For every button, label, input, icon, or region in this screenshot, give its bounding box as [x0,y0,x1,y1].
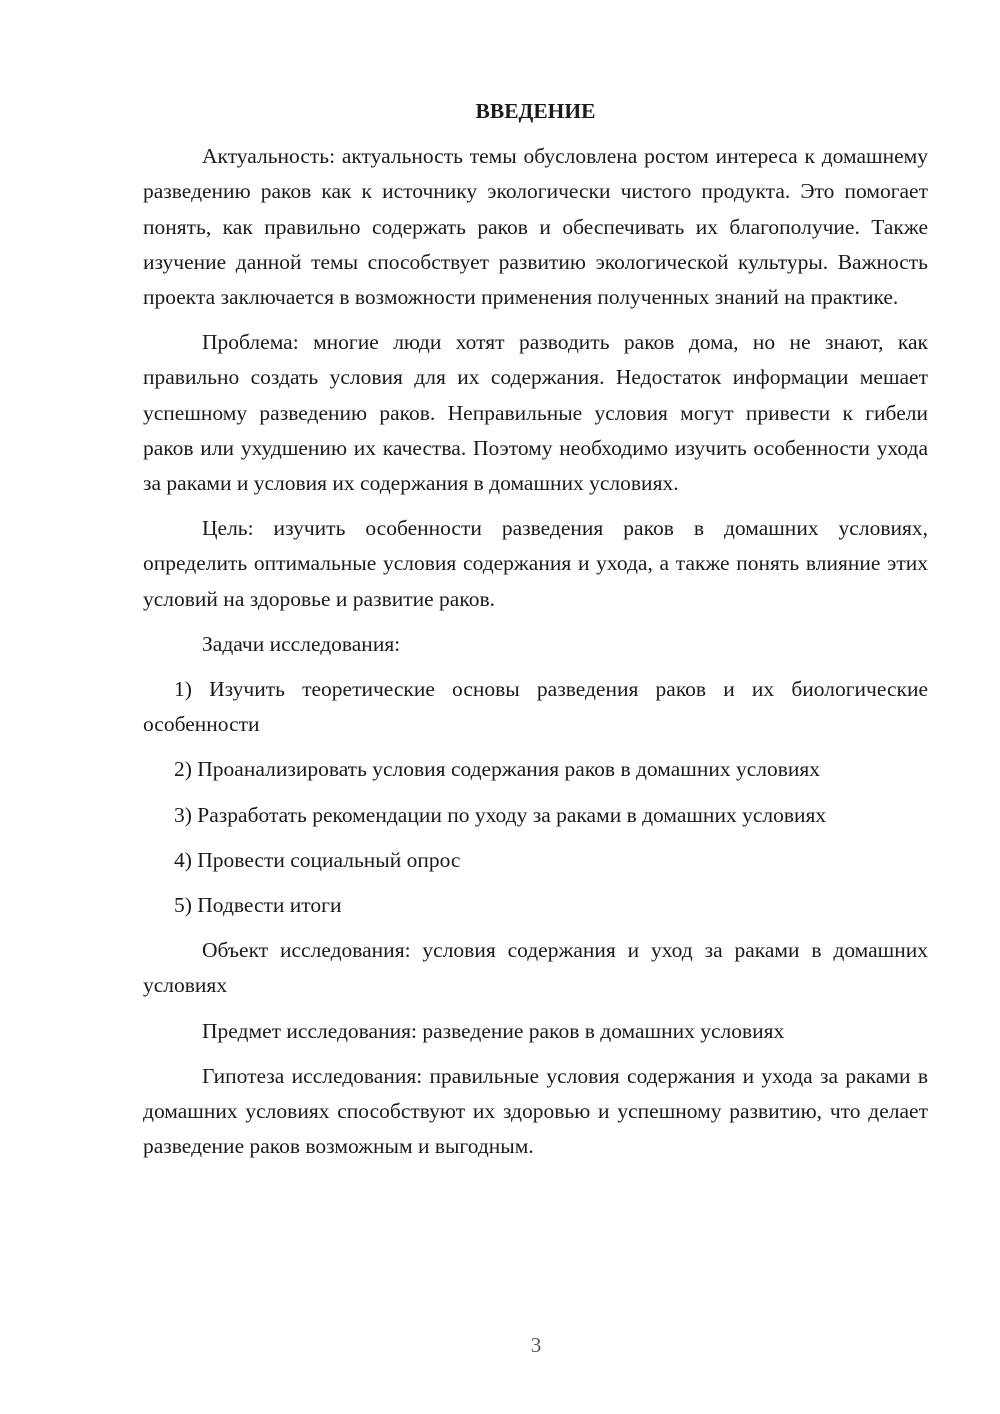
task-item-1: 1) Изучить теоретические основы разведения раков и их биологические особенности [143,677,928,737]
tasks-heading: Задачи исследования: [202,631,401,656]
task-item-2: 2) Проанализировать условия содержания раков в домашних условиях [174,757,821,782]
task-item-4: 4) Провести социальный опрос [174,847,461,872]
document-body [143,94,928,1174]
task-item-5: 5) Подвести итоги [174,893,342,918]
paragraph-hypothesis: Гипотеза исследования: правильные условия содержания и ухода за раками в домашних условиях способствуют их здоровью и успешному развитию, что делает разведение раков возможным и выгодным. [143,1063,928,1159]
page-title: ВВЕДЕНИЕ [475,99,596,123]
page-number: 3 [530,1333,542,1357]
paragraph-subject: Предмет исследования: разведение раков в домашних условиях [202,1018,785,1043]
paragraph-relevance: Актуальность: актуальность темы обусловлена ростом интереса к домашнему разведению раков как к источнику экологически чистого продукта. Это помогает понять, как правильно содержать раков и обеспечивать их благополучие. Также изучение данной темы способствует развитию экологической культуры. Важность проекта заключается в возможности применения полученных знаний на практике. [143,144,928,310]
paragraph-object: Объект исследования: условия содержания и уход за раками в домашних условиях [143,938,928,998]
paragraph-goal: Цель: изучить особенности разведения раков в домашних условиях, определить оптимальные условия содержания и ухода, а также понять влияние этих условий на здоровье и развитие раков. [143,516,928,611]
task-item-3: 3) Разработать рекомендации по уходу за раками в домашних условиях [174,802,827,827]
paragraph-problem: Проблема: многие люди хотят разводить раков дома, но не знают, как правильно создать условия для их содержания. Недостаток информации мешает успешному разведению раков. Неправильные условия могут привести к гибели раков или ухудшению их качества. Поэтому необходимо изучить особенности ухода за раками и условия их содержания в домашних условиях. [143,330,928,496]
